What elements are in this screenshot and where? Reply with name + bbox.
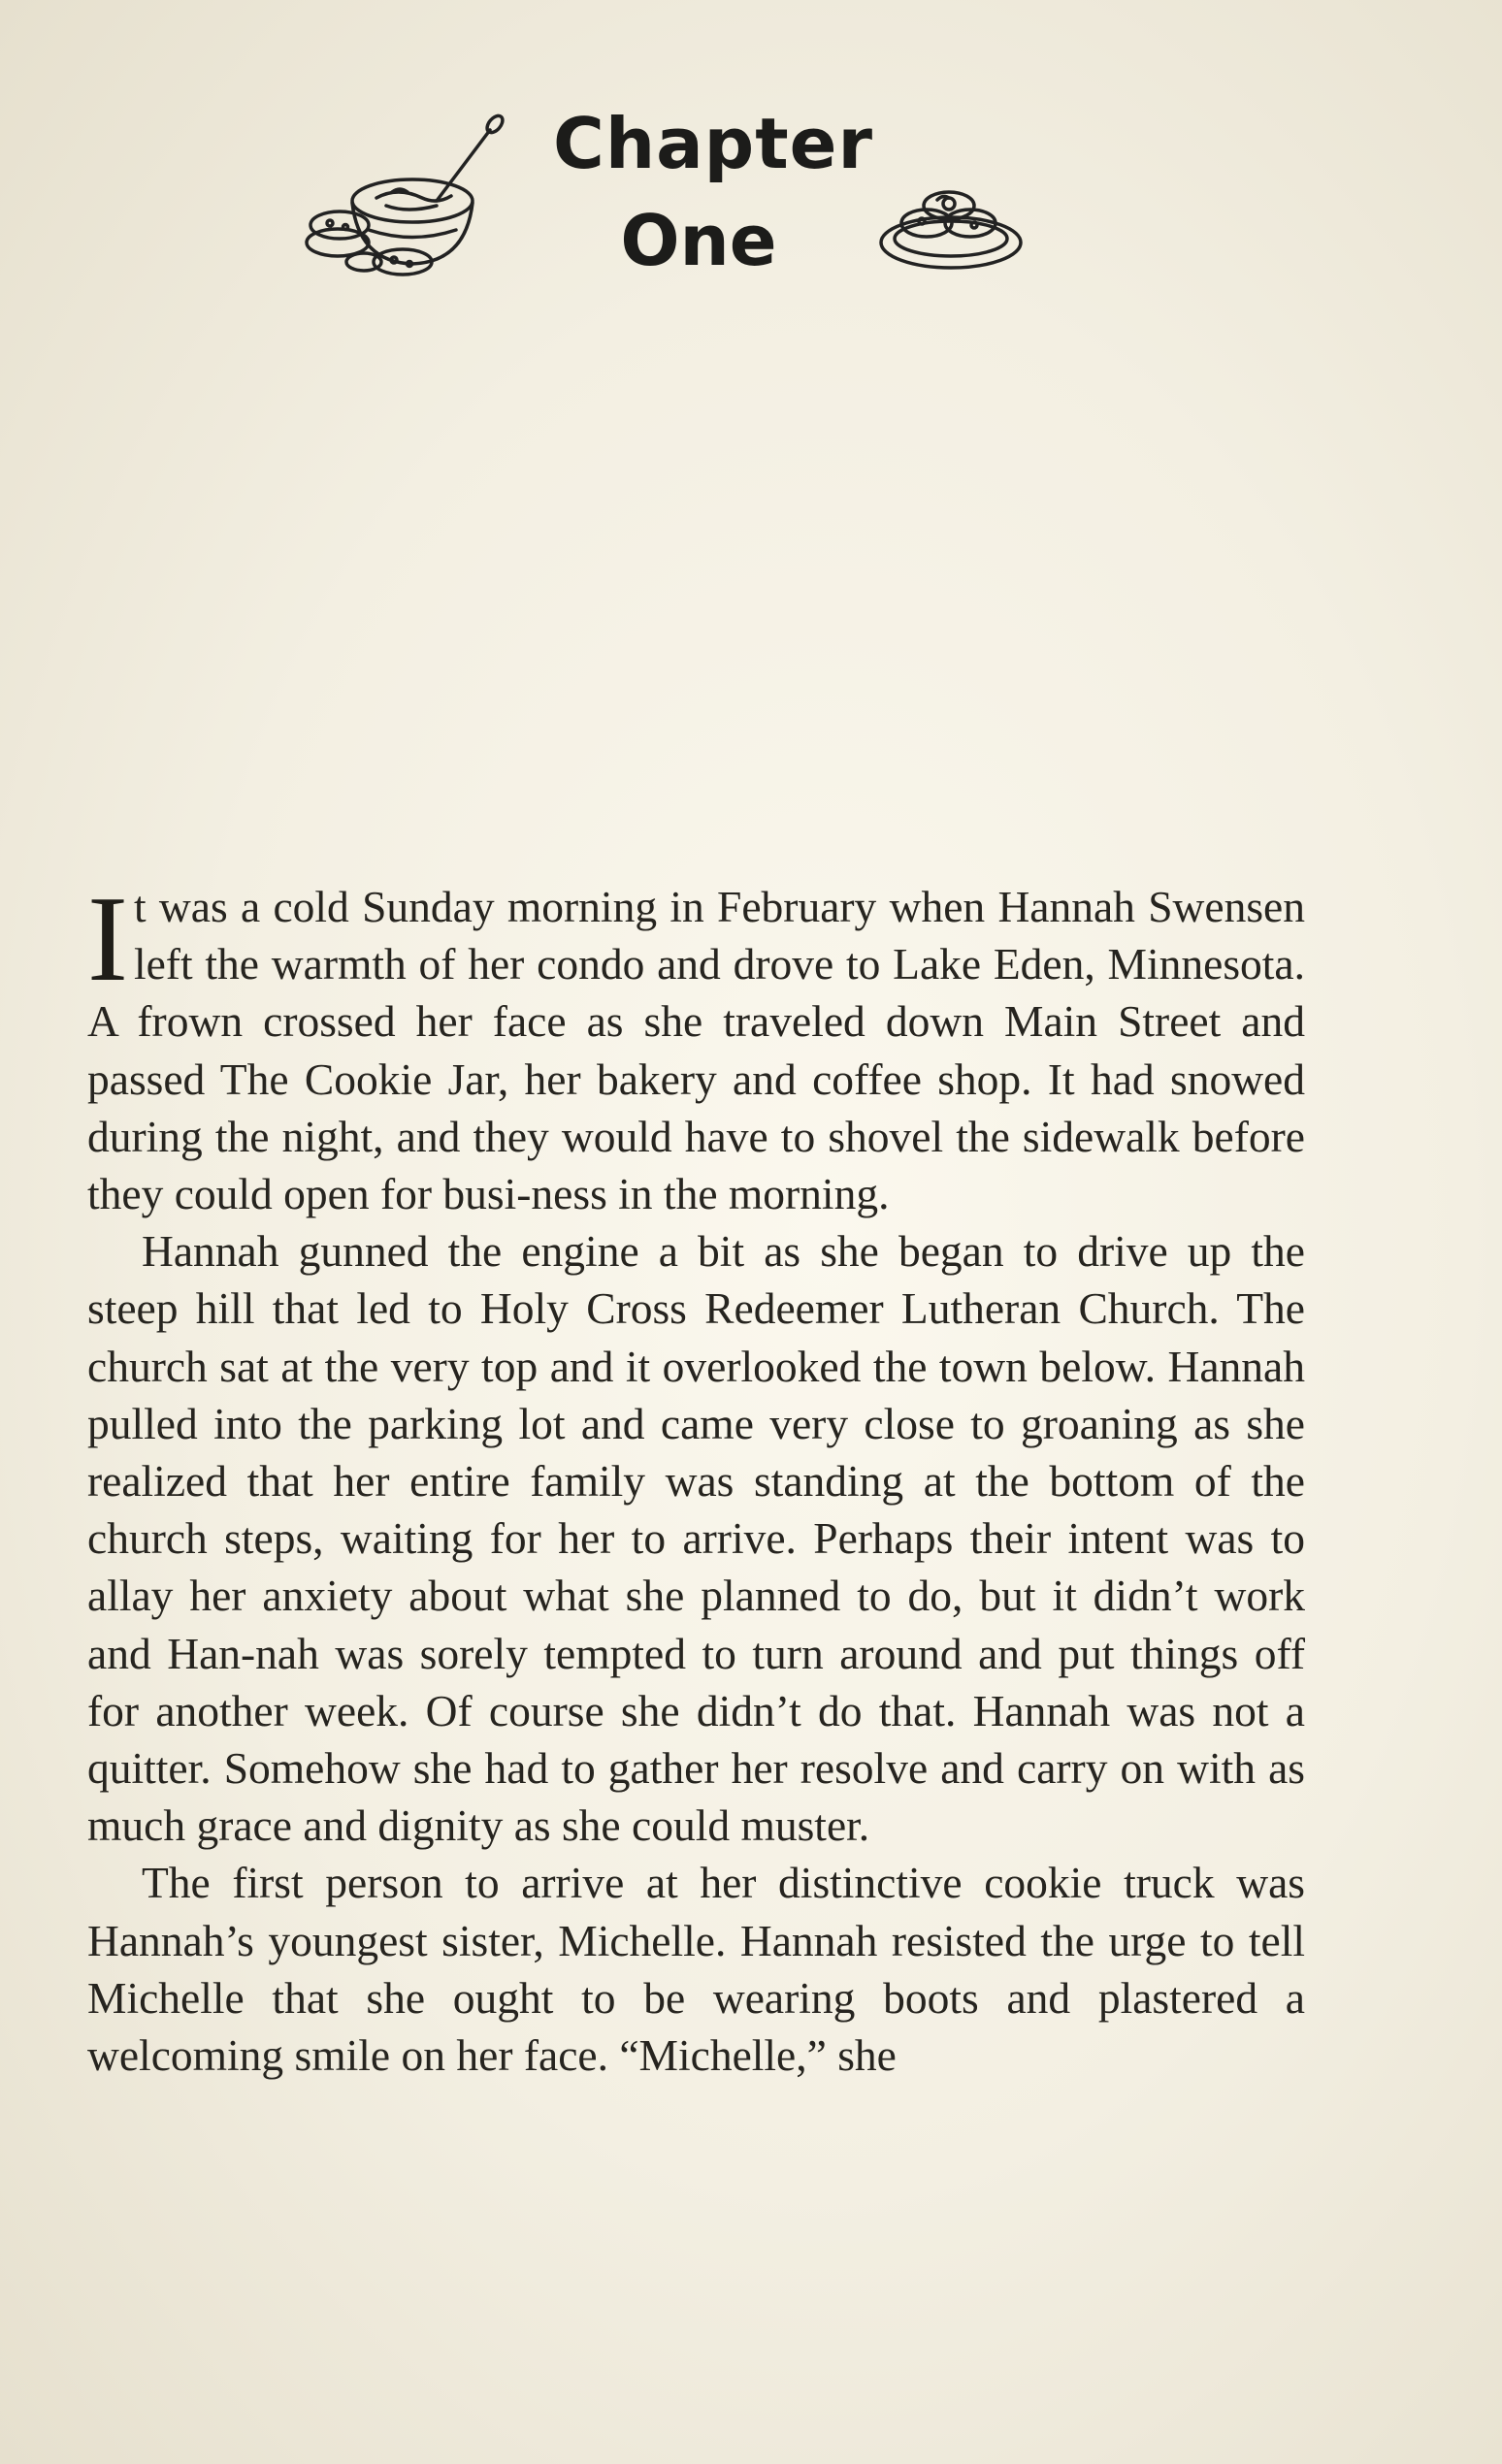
paragraph-3: The first person to arrive at her distinctive cookie truck was Hannah’s youngest sister, Michelle. Hannah resisted the urge to tell Michelle that she ought to be wearing boots and plastered a welcoming smile on her face. “Michelle,” she bbox=[87, 1858, 1305, 2081]
mixing-bowl-and-cookies-icon bbox=[291, 109, 514, 283]
paragraph-1 bbox=[87, 872, 1305, 1222]
chapter-number: One bbox=[620, 200, 777, 281]
chapter-body-text bbox=[87, 872, 1305, 2084]
drop-cap: I bbox=[87, 872, 128, 1007]
chapter-label: Chapter bbox=[553, 103, 873, 184]
paragraph-1-text: t was a cold Sunday morning in February when Hannah Swensen left the warmth of her condo and drove to Lake Eden, Minnesota. A frown crossed her face as she traveled down Main Street and passed The Cookie Jar, her bakery and coffee shop. It had snowed during the night, and they would have to shovel the sidewalk before they could open for busi-ness in the morning. bbox=[87, 882, 1305, 1219]
chapter-heading bbox=[0, 97, 1502, 320]
plate-of-cookies-icon bbox=[873, 175, 1029, 281]
paragraph-2: Hannah gunned the engine a bit as she began to drive up the steep hill that led to Holy Cross Redeemer Lutheran Church. The church sat at the very top and it overlooked the town below. Hannah pulled into the parking lot and came very close to groaning as she realized that her entire family was standing at the bottom of the church steps, waiting for her to arrive. Perhaps their intent was to allay her anxiety about what she planned to do, but it didn’t work and Han-nah was sorely tempted to turn around and put things off for another week. Of course she didn’t do that. Hannah was not a quitter. Somehow she had to gather her resolve and carry on with as much grace and dignity as she could muster. bbox=[87, 1226, 1305, 1851]
